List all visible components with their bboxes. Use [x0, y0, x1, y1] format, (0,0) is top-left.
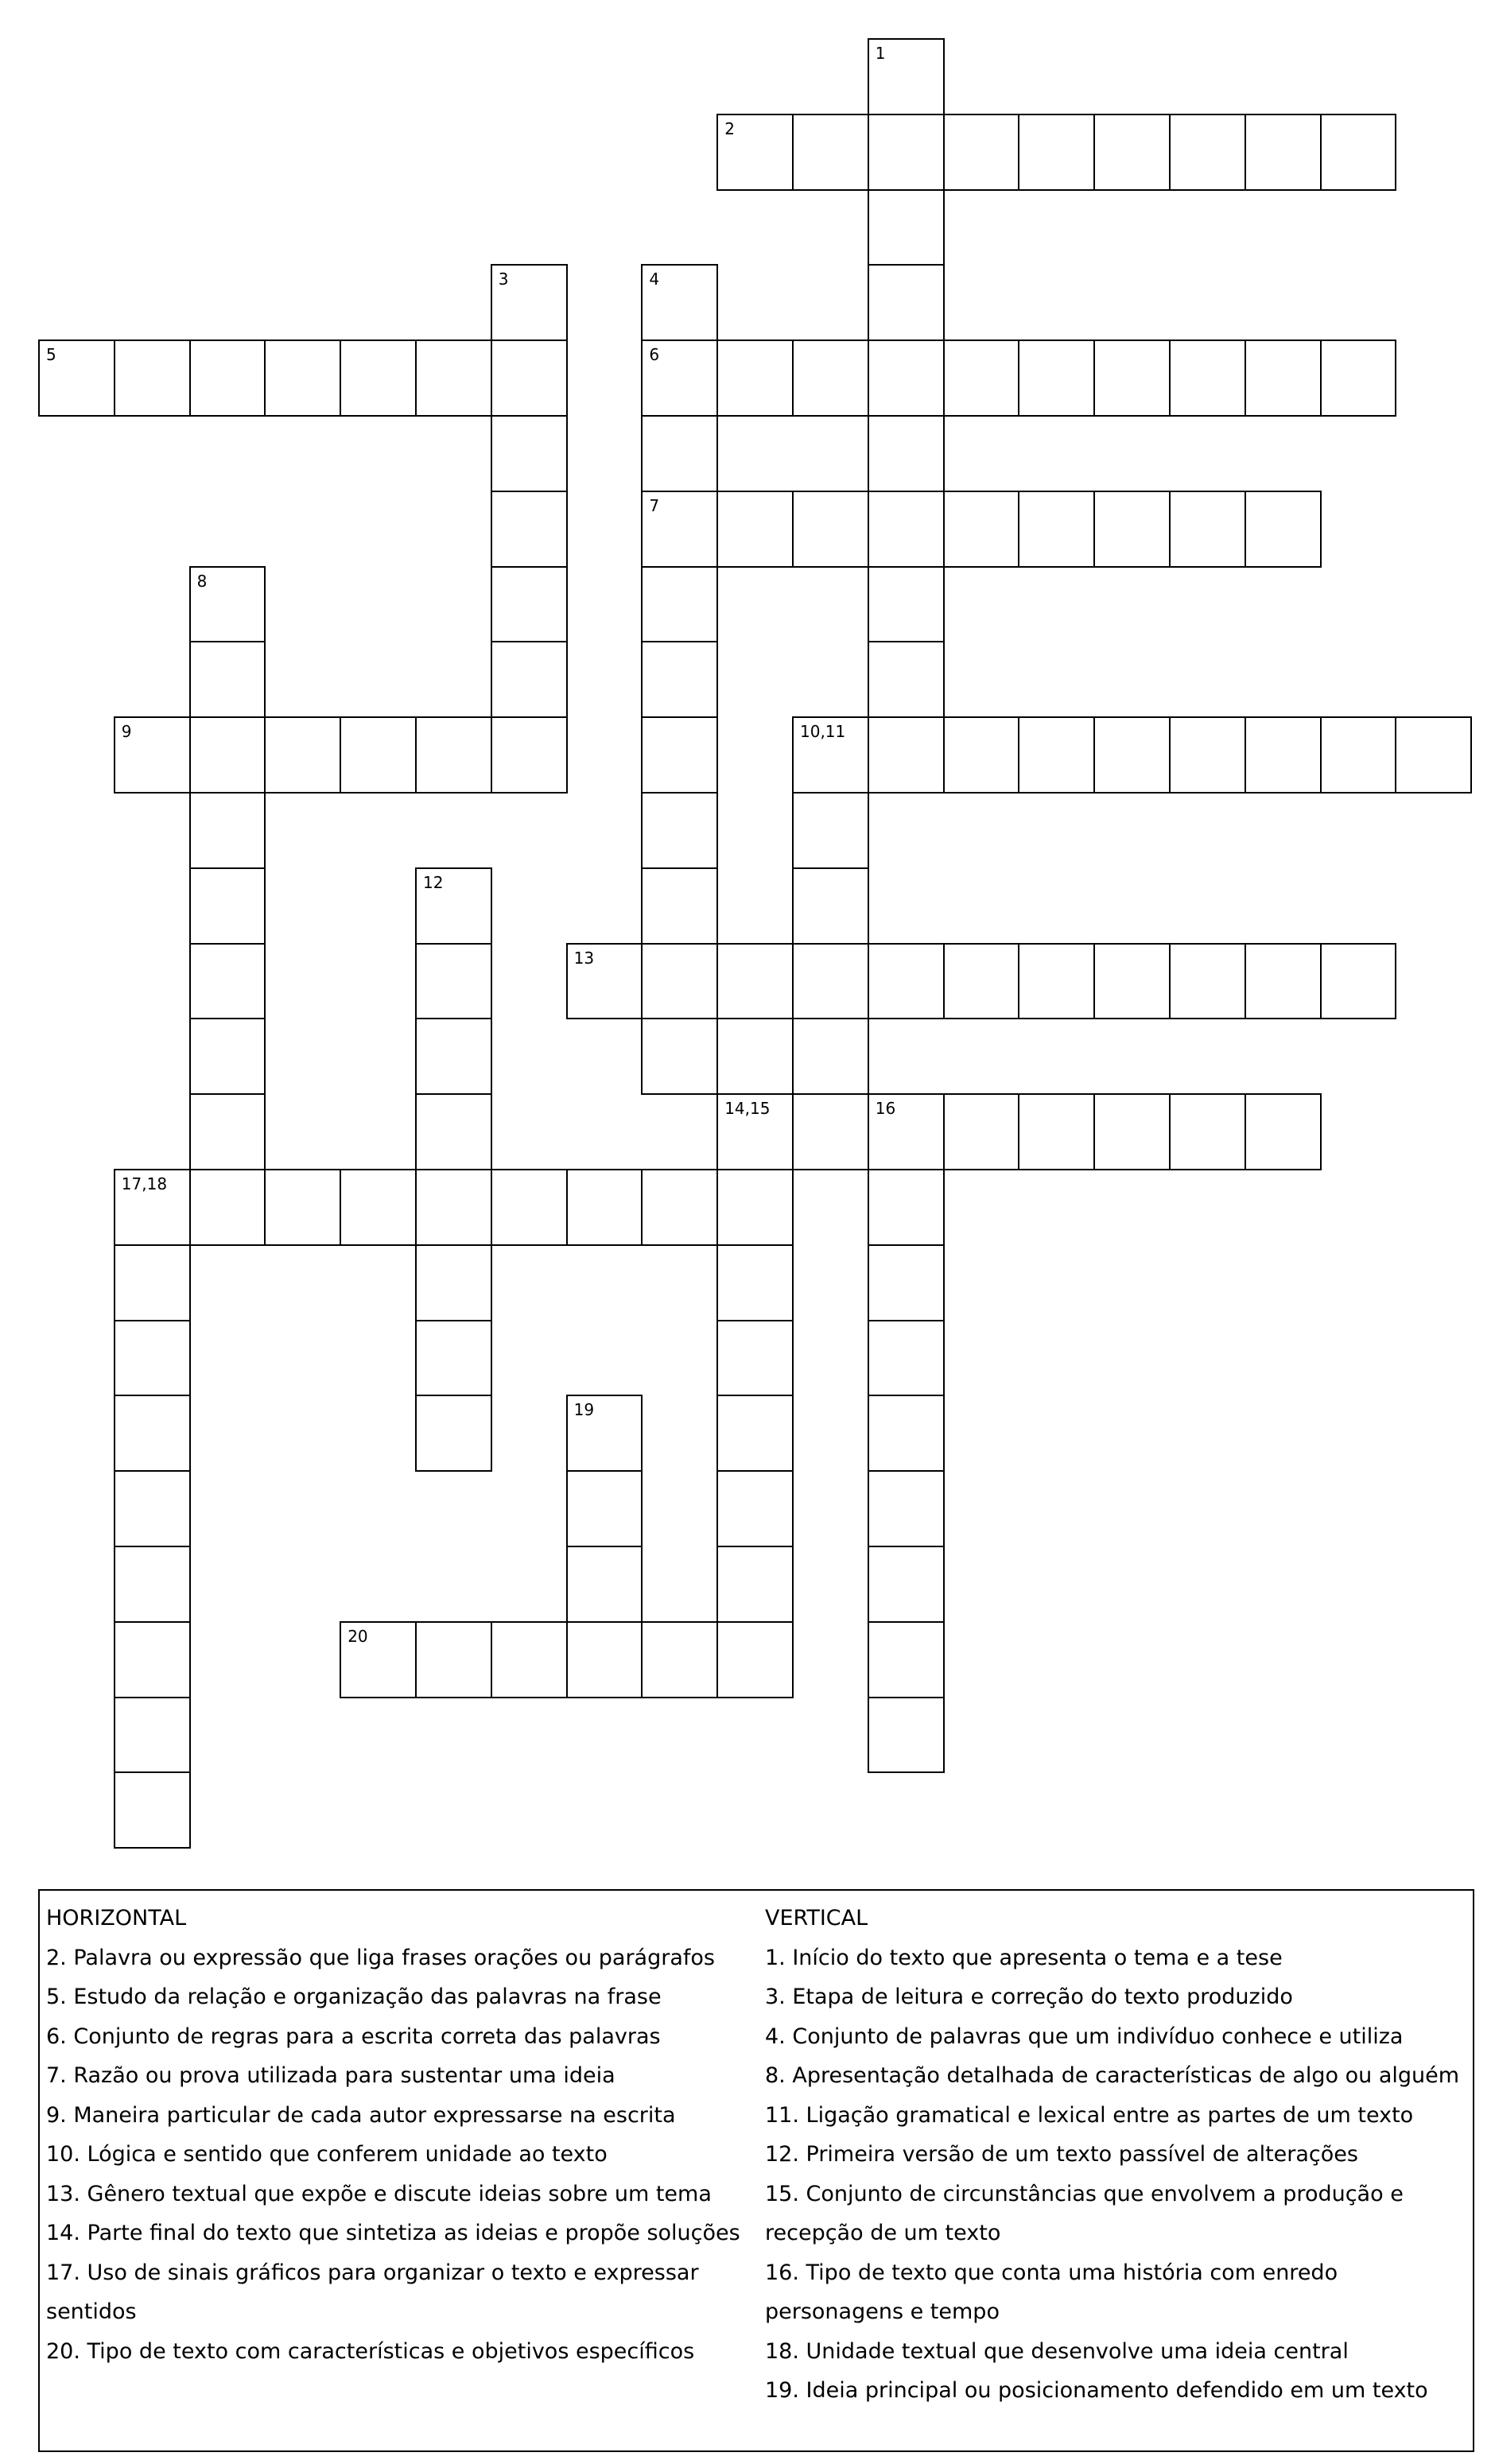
grid-cell[interactable] [1320, 340, 1397, 417]
grid-cell[interactable] [340, 716, 417, 794]
grid-cell[interactable] [716, 491, 794, 568]
horizontal-title: HORIZONTAL [46, 1906, 187, 1930]
clue-number: 3 [498, 270, 509, 289]
grid-cell[interactable] [716, 1621, 794, 1698]
grid-cell[interactable] [1245, 340, 1322, 417]
grid-cell[interactable] [868, 1697, 945, 1774]
clue-h-6: 6. Conjunto de regras para a escrita correta das palavras [46, 2024, 661, 2049]
grid-cell[interactable] [716, 1169, 794, 1246]
grid-cell[interactable] [1395, 716, 1472, 794]
clue-number: 2 [724, 118, 735, 138]
grid-cell[interactable] [491, 340, 568, 417]
grid-cell[interactable] [1093, 1093, 1171, 1170]
grid-cell[interactable] [189, 641, 266, 718]
grid-cell[interactable] [189, 1093, 266, 1170]
grid-cell[interactable] [1320, 114, 1397, 191]
grid-cell[interactable] [415, 1018, 492, 1095]
clue-v-16: 16. Tipo de texto que conta uma história com enredo personagens e tempo [765, 2260, 1338, 2324]
grid-cell[interactable] [264, 1169, 341, 1246]
grid-cell[interactable] [1169, 340, 1246, 417]
grid-cell[interactable] [641, 566, 718, 643]
grid-cell[interactable] [415, 1093, 492, 1170]
grid-cell[interactable] [868, 716, 945, 794]
grid-cell[interactable] [641, 943, 718, 1020]
grid-cell[interactable] [1093, 716, 1171, 794]
grid-cell[interactable] [1245, 716, 1322, 794]
clue-number: 19 [573, 1400, 595, 1420]
grid-cell[interactable] [415, 943, 492, 1020]
grid-cell[interactable] [1320, 716, 1397, 794]
grid-cell[interactable] [189, 1018, 266, 1095]
grid-cell[interactable] [566, 1169, 643, 1246]
clue-number: 12 [423, 872, 444, 892]
clue-h-14: 14. Parte final do texto que sintetiza as ideias e propõe soluções [46, 2221, 740, 2245]
grid-cell[interactable] [1018, 114, 1095, 191]
clue-number: 5 [46, 345, 56, 365]
grid-cell[interactable] [189, 943, 266, 1020]
clue-h-13: 13. Gênero textual que expõe e discute ideias sobre um tema [46, 2181, 712, 2206]
grid-cell[interactable] [1245, 1093, 1322, 1170]
grid-cell[interactable] [792, 1093, 869, 1170]
grid-cell[interactable] [943, 716, 1020, 794]
clue-number: 6 [649, 345, 660, 365]
grid-cell[interactable] [716, 1470, 794, 1547]
grid-cell[interactable] [943, 491, 1020, 568]
grid-cell[interactable] [189, 716, 266, 794]
grid-cell[interactable] [264, 716, 341, 794]
grid-cell[interactable] [868, 114, 945, 191]
grid-cell[interactable] [114, 1244, 191, 1321]
grid-cell[interactable] [1093, 114, 1171, 191]
grid-cell[interactable] [114, 1395, 191, 1472]
grid-cell[interactable] [1245, 943, 1322, 1020]
grid-cell[interactable] [114, 1621, 191, 1698]
clue-number: 17,18 [121, 1174, 168, 1193]
grid-cell[interactable] [1169, 716, 1246, 794]
grid-cell[interactable] [415, 1320, 492, 1397]
grid-cell[interactable] [1169, 491, 1246, 568]
grid-cell[interactable] [415, 340, 492, 417]
clue-h-9: 9. Maneira particular de cada autor expressarse na escrita [46, 2102, 676, 2128]
clue-h-20: 20. Tipo de texto com características e objetivos específicos [46, 2338, 695, 2364]
grid-cell[interactable] [491, 641, 568, 718]
grid-cell[interactable] [792, 340, 869, 417]
grid-cell[interactable] [716, 1395, 794, 1472]
grid-cell[interactable] [943, 1093, 1020, 1170]
grid-cell[interactable] [114, 716, 191, 794]
clue-v-11: 11. Ligação gramatical e lexical entre as partes de um texto [765, 2102, 1414, 2128]
grid-cell[interactable] [340, 1169, 417, 1246]
clue-number: 14,15 [724, 1099, 771, 1119]
grid-cell[interactable] [868, 943, 945, 1020]
vertical-title: VERTICAL [765, 1906, 868, 1930]
grid-cell[interactable] [114, 1470, 191, 1547]
clue-h-17: 17. Uso de sinais gráficos para organizar o texto e expressar sentidos [46, 2260, 699, 2324]
grid-cell[interactable] [641, 340, 718, 417]
grid-cell[interactable] [792, 943, 869, 1020]
clue-v-8: 8. Apresentação detalhada de características de algo ou alguém [765, 2063, 1460, 2088]
grid-cell[interactable] [641, 1018, 718, 1095]
grid-cell[interactable] [1169, 114, 1246, 191]
grid-cell[interactable] [1169, 943, 1246, 1020]
grid-cell[interactable] [114, 1546, 191, 1623]
grid-cell[interactable] [189, 867, 266, 945]
grid-cell[interactable] [1018, 716, 1095, 794]
grid-cell[interactable] [716, 340, 794, 417]
horizontal-clues [46, 1899, 746, 2371]
grid-cell[interactable] [491, 264, 568, 341]
clue-v-18: 18. Unidade textual que desenvolve uma ideia central [765, 2338, 1349, 2364]
grid-cell[interactable] [189, 1169, 266, 1246]
grid-cell[interactable] [792, 491, 869, 568]
grid-cell[interactable] [114, 340, 191, 417]
grid-cell[interactable] [415, 1169, 492, 1246]
grid-cell[interactable] [792, 867, 869, 945]
grid-cell[interactable] [1093, 340, 1171, 417]
grid-cell[interactable] [114, 1771, 191, 1849]
grid-cell[interactable] [641, 716, 718, 794]
grid-cell[interactable] [264, 340, 341, 417]
grid-cell[interactable] [868, 1470, 945, 1547]
grid-cell[interactable] [189, 340, 266, 417]
grid-cell[interactable] [566, 1395, 643, 1472]
clue-v-19: 19. Ideia principal ou posicionamento defendido em um texto [765, 2378, 1428, 2403]
grid-cell[interactable] [491, 566, 568, 643]
grid-cell[interactable] [415, 716, 492, 794]
grid-cell[interactable] [868, 1546, 945, 1623]
clue-h-10: 10. Lógica e sentido que conferem unidade ao texto [46, 2142, 608, 2167]
grid-cell[interactable] [491, 1169, 568, 1246]
grid-cell[interactable] [641, 1621, 718, 1698]
grid-cell[interactable] [868, 1395, 945, 1472]
grid-cell[interactable] [1245, 114, 1322, 191]
clue-number: 20 [348, 1626, 368, 1646]
grid-cell[interactable] [415, 1244, 492, 1321]
grid-cell[interactable] [641, 792, 718, 869]
grid-cell[interactable] [641, 867, 718, 945]
grid-cell[interactable] [716, 1018, 794, 1095]
grid-cell[interactable] [716, 1320, 794, 1397]
grid-cell[interactable] [641, 491, 718, 568]
grid-cell[interactable] [868, 264, 945, 341]
clues-box [38, 1889, 1474, 2452]
grid-cell[interactable] [415, 867, 492, 945]
grid-cell[interactable] [868, 1621, 945, 1698]
grid-cell[interactable] [868, 340, 945, 417]
grid-cell[interactable] [114, 1697, 191, 1774]
clue-number: 9 [121, 722, 132, 742]
grid-cell[interactable] [868, 1093, 945, 1170]
grid-cell[interactable] [491, 415, 568, 492]
clue-v-15: 15. Conjunto de circunstâncias que envolvem a produção e recepção de um texto [765, 2181, 1404, 2245]
grid-cell[interactable] [566, 1546, 643, 1623]
grid-cell[interactable] [716, 943, 794, 1020]
clue-number: 16 [875, 1099, 896, 1119]
clue-v-12: 12. Primeira versão de um texto passível de alterações [765, 2142, 1358, 2167]
clue-number: 7 [649, 495, 660, 515]
grid-cell[interactable] [566, 1621, 643, 1698]
grid-cell[interactable] [189, 566, 266, 643]
grid-cell[interactable] [415, 1395, 492, 1472]
grid-cell[interactable] [38, 340, 115, 417]
vertical-clues [765, 1899, 1473, 2411]
grid-cell[interactable] [1018, 491, 1095, 568]
grid-cell[interactable] [415, 1621, 492, 1698]
grid-cell[interactable] [868, 38, 945, 115]
grid-cell[interactable] [641, 264, 718, 341]
clue-number: 13 [573, 948, 595, 968]
grid-cell[interactable] [1018, 943, 1095, 1020]
grid-cell[interactable] [868, 415, 945, 492]
grid-cell[interactable] [641, 641, 718, 718]
grid-cell[interactable] [1018, 1093, 1095, 1170]
clue-number: 1 [875, 44, 886, 63]
grid-cell[interactable] [792, 716, 869, 794]
grid-cell[interactable] [566, 943, 643, 1020]
clue-number: 10,11 [800, 722, 846, 742]
grid-cell[interactable] [1018, 340, 1095, 417]
clue-h-5: 5. Estudo da relação e organização das palavras na frase [46, 1985, 662, 2009]
grid-cell[interactable] [340, 340, 417, 417]
grid-cell[interactable] [491, 716, 568, 794]
grid-cell[interactable] [868, 566, 945, 643]
grid-cell[interactable] [566, 1470, 643, 1547]
grid-cell[interactable] [868, 641, 945, 718]
grid-cell[interactable] [1169, 1093, 1246, 1170]
grid-cell[interactable] [716, 1244, 794, 1321]
grid-cell[interactable] [641, 1169, 718, 1246]
grid-cell[interactable] [1093, 491, 1171, 568]
clue-number: 8 [196, 571, 208, 591]
grid-cell[interactable] [943, 114, 1020, 191]
grid-cell[interactable] [792, 114, 869, 191]
grid-cell[interactable] [868, 1169, 945, 1246]
grid-cell[interactable] [189, 792, 266, 869]
grid-cell[interactable] [641, 415, 718, 492]
grid-cell[interactable] [868, 189, 945, 266]
clue-h-7: 7. Razão ou prova utilizada para sustentar uma ideia [46, 2063, 615, 2088]
grid-cell[interactable] [716, 1546, 794, 1623]
grid-cell[interactable] [1093, 943, 1171, 1020]
clue-number: 4 [649, 270, 660, 289]
grid-cell[interactable] [792, 792, 869, 869]
clue-v-1: 1. Início do texto que apresenta o tema e a tese [765, 1945, 1283, 1970]
grid-cell[interactable] [491, 491, 568, 568]
grid-cell[interactable] [1320, 943, 1397, 1020]
grid-cell[interactable] [114, 1320, 191, 1397]
grid-cell[interactable] [340, 1621, 417, 1698]
grid-cell[interactable] [1245, 491, 1322, 568]
grid-cell[interactable] [792, 1018, 869, 1095]
grid-cell[interactable] [716, 1093, 794, 1170]
clue-v-3: 3. Etapa de leitura e correção do texto produzido [765, 1985, 1293, 2009]
clue-v-4: 4. Conjunto de palavras que um indivíduo conhece e utiliza [765, 2024, 1404, 2049]
clue-h-2: 2. Palavra ou expressão que liga frases orações ou parágrafos [46, 1945, 715, 1970]
grid-cell[interactable] [868, 1320, 945, 1397]
grid-cell[interactable] [114, 1169, 191, 1246]
grid-cell[interactable] [491, 1621, 568, 1698]
grid-cell[interactable] [868, 1244, 945, 1321]
grid-cell[interactable] [943, 340, 1020, 417]
grid-cell[interactable] [716, 114, 794, 191]
grid-cell[interactable] [868, 491, 945, 568]
grid-cell[interactable] [943, 943, 1020, 1020]
